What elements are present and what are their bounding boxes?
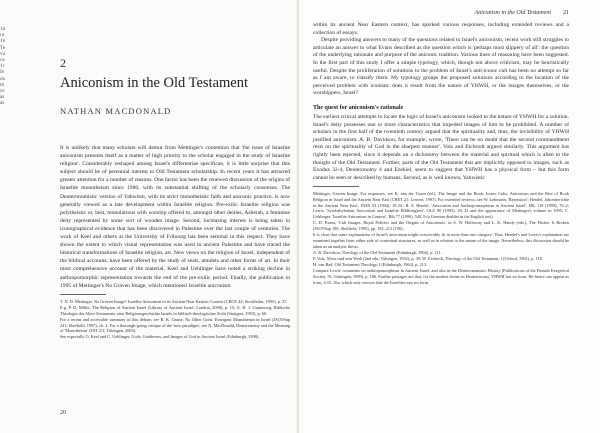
footnote: A. B. Davidson, Theology of the Old Testament (Edinburgh, 1904), p. 111.: [313, 249, 442, 255]
page-number: 20: [60, 410, 66, 416]
footnote: For a recent and accessible summary of this debate, see R. K. Gnuse, No Other Gods: Emergent Monotheism in Israel (JSOTSup 241; Sheffield, 1997), ch. 2. For a thorough-going critique of the 'new paradigm', see N. MacDonald, Deuteronomy and the Meaning of 'Monotheism' (FAT 2/1; Tübingen, 2003).: [60, 316, 290, 334]
edge-fragment: as: [0, 94, 5, 101]
right-page-text-block: [313, 10, 569, 286]
body-paragraph: Despite providing answers to many of the questions related to Israel's aniconism, recent work still struggles to articulate an answer to what Evans described as the question which is 'perhaps most slippery of all': the question of the underlying rationale and purpose of the aniconic tradition. Various lines of reasoning have been suggested. In the first part of this study I offer a simple typology, which, though not above criticism, may be heuristically useful. Despite the proliferation of solutions to the problem of Israel's anti-iconic cult has been no attempt so far as I am aware, to classify them. My typology groups the proposed solutions according to the location of the perceived problem with iconism: does it result from the nature of YHWH, or the images themselves, or the worshippers, Israel?: [313, 37, 569, 97]
left-footnotes: [60, 299, 290, 340]
footnote: P. Volz, Mose und sein Werk (2nd edn; Tübingen, 1932), p. 39; W. Eichrodt, Theology of the Old Testament, I (Oxford, 1961), p. 118.: [313, 256, 543, 262]
section-heading: The quest for aniconism's rationale: [313, 104, 404, 111]
page-number: 21: [563, 10, 569, 16]
chapter-title: Aniconism in the Old Testament: [60, 75, 248, 91]
left-page-text-block: [60, 36, 290, 341]
footnote: It is clear that some explanations of Israel's aniconism might conceivably fit in more than one category. Thus, Hendel's and Lewis's explanation are examined together from either side of contextual structures, as well as in relation to the nature of the image. Nevertheless, this discussion should be taken as an analytic thesis.: [313, 232, 569, 249]
running-head-title: Aniconism in the Old Testament: [474, 10, 551, 16]
footnote-rule: [313, 186, 359, 187]
running-head: [313, 10, 569, 16]
edge-fragment: Te: [0, 44, 6, 51]
footnote: E.g. P. D. Miller, The Religion of Ancient Israel (Library of Ancient Israel; London, 2000), p. 15; A. H. J. Gunneweg, Biblische Theologie des Alten Testaments: eine Religionsgeschichte Israels in biblisch-theologischer Sicht (Stuttgart, 1993), p. 66.: [60, 304, 290, 316]
edge-fragment: 1n: [0, 38, 6, 45]
body-paragraph: within its ancient Near Eastern context, has sparked various responses, including extended reviews and a collection of essays.: [313, 22, 569, 36]
previous-page-edge-fragments: [0, 26, 26, 176]
left-body-text: [60, 144, 290, 290]
footnote: Mettinger, Graven Image. For responses, see K. van der Toorn (ed.), The Image and the Book: Iconic Cults, Aniconism and the Rise of Book Religion in Israel and the Ancient Near East (CBET 21; Leuven, 1997). For extended reviews, see W. Lehmann, 'Rezension'; Hendel, Jahresberichte in the Ancient Near East', JNES 53 (1994), 18–61; R. S. Hendel, 'Aniconism and Anthropomorphism in Ancient Israel', JBL 118 (1999), 70–2; Lewis, 'Syrobabylonian Aniconism and Israelite Bildlosigkeit', OLZ 90 (1995), 29–32 and the appearance of Mettinger's volume in 1995; C. Uehlinger, 'Israelite Aniconism in Context', Bib 77 (1996), 540–9 (a German doublet in the English text).: [313, 191, 569, 220]
footnote: See especially O. Keel and C. Uehlinger, Gods, Goddesses, and Images of God in Ancient Israel (Edinburgh, 1998).: [60, 334, 260, 340]
edge-fragment: 1n: [0, 26, 6, 32]
right-page: [299, 0, 600, 433]
body-paragraph: It is unlikely that many scholars will demur from Mettinger's contention that 'the issue of Israelite aniconism presents itself as a matter of high priority to the scholar engaged in the study of Israelite religion'. Considerably reshaped among Israel's differentiae specificae, it is little surprise that this subject should be of perennial interest to Old Testament scholarship. In recent years it has attracted greater attention for a number of reasons. One factor has been the renewed discussion of the origins of Israelite monotheism since 1980, with its substantial shifting of the scholarly consensus. The Deuteronomistic version of Yahwism, with its strict monotheistic faith and aniconic practice, is now generally viewed as a late development within Israelite religion. Pre-exilic Israelite religion was polytheistic or, best, monolatrous with worship offered to, amongst other deities, Asherah, a feminine deity represented by some sort of wooden image. Second, increasing interest is being taken in iconographical evidence that has been discovered in Palestine over the last couple of centuries. The work of Keel and others at the University of Fribourg has been seminal in this respect. They have shown the extent to which visual representation was used in ancient Palestine and have traced the historical transformations of Israelite religion, art. New views on the religion of Israel, independent of the biblical accounts, have been offered by the study of seals, amulets and other forms of art. In their most comprehensive account of the material, Keel and Uehlinger have noted a striking decline in anthropomorphic representation towards the end of the pre-exilic period. Finally, the publication in 1995 of Mettinger's No Graven Image, which mentioned Israelite aniconism: [60, 145, 290, 289]
right-footnotes: [313, 191, 569, 285]
body-paragraph: The earliest critical attempts to locate the logic of Israel's aniconism looked to the nature of YHWH for a solution. Israel's deity possesses one or more characteristics that impeded images of him to be prohibited. A number of scholars in the first half of the twentieth century argued that the spirituality and, thus, the invisibility of YHWH justified aniconism. A. B. Davidson, for example, wrote, 'There can be no doubt that the second commandment rests on the spirituality of God in the sharpest manner'. Volz and Eichrodt argued similarly. This argument has rightly been rejected, since it depends on a dichotomy between the material and spiritual which is alien to the thought of the Old Testament. Further, parts of the Old Testament that are implicitly opposed to images, such as Exodus 32-4, Deuteronomy 4 and Ezekiel, seem to suggest that YHWH has a physical form – but this form cannot be seen or described by humans. Second, as is well known, Yahwistic: [313, 113, 569, 181]
edge-fragment: Ie: [0, 69, 5, 76]
edge-fragment: ra: [0, 32, 5, 39]
edge-fragment: th: [0, 81, 5, 88]
edge-fragment: 1r: [0, 63, 5, 70]
chapter-author: NATHAN MACDONALD: [60, 106, 172, 116]
footnote: C. D. Evans, 'Cult Images, Royal Policies and the Origins of Aniconism', in S. W. Holloway and L. K. Handy (eds.), The Pitcher Is Broken (JSOTSup 190; Sheffield, 1995), pp. 192–212 (196).: [313, 220, 569, 231]
footnote-rule: [60, 294, 106, 295]
footnote: Compare Lewis' comments on anthropomorphism in Ancient Israel, and also in the Deuteronomistic History (Publications of the Finnish Exegetical Society 76; Göttingen, 1999), p. 186. Further passages are that, for the modest divine in Deuteronomy, YHWH has no form. He hence can appear as form, 4:15–16a, which only stresses that the Israelites saw no form.: [313, 268, 569, 285]
left-page: [0, 0, 299, 433]
edge-fragment: ca: [0, 57, 5, 64]
edge-fragment: as: [0, 100, 5, 107]
edge-fragment: do: [0, 75, 6, 82]
edge-fragment: ce: [0, 88, 5, 95]
footnote: T. N. D. Mettinger, No Graven Image? Israelite Aniconism in its Ancient Near Eastern Context (CBOT 42; Stockholm, 1995), p. 37.: [60, 298, 288, 304]
footnote: H. van Rad, Old Testament Theology, I (Edinburgh, 1962), p. 213.: [313, 262, 428, 268]
chapter-number: 2: [60, 56, 66, 70]
edge-fragment: va: [0, 50, 5, 57]
